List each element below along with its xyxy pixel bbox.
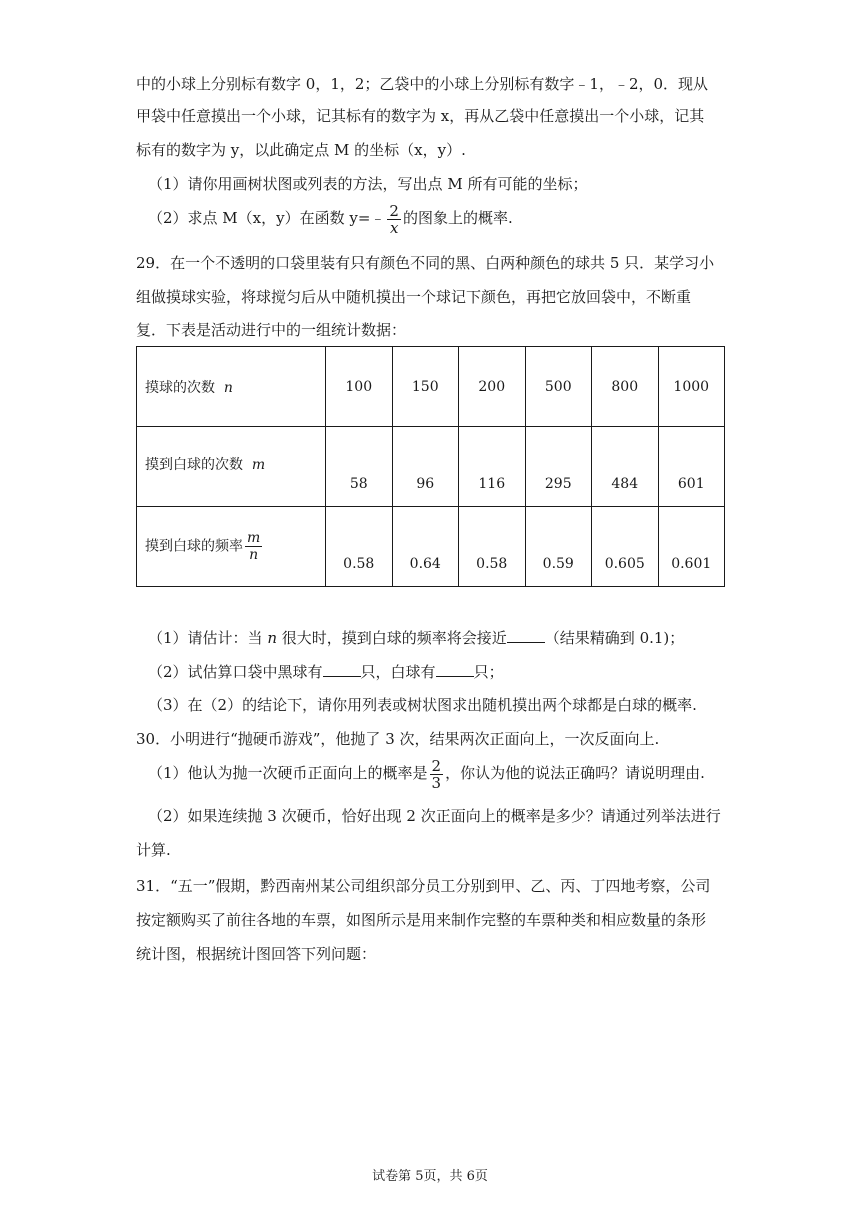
q28-part2-text-a: （2）求点 M（x，y）在函数 y=﹣ bbox=[148, 209, 386, 227]
row-label-trials-var: n bbox=[223, 379, 233, 396]
table-cell: 1000 bbox=[658, 347, 725, 427]
table-cell: 100 bbox=[326, 347, 393, 427]
table-cell: 116 bbox=[459, 427, 526, 507]
answer-blank[interactable] bbox=[436, 662, 474, 677]
table-cell: 0.64 bbox=[392, 507, 459, 587]
q29-line1: 29．在一个不透明的口袋里装有只有颜色不同的黑、白两种颜色的球共 5 只．某学习小 bbox=[136, 254, 715, 272]
q30-line1: 30．小明进行“抛硬币游戏”，他抛了 3 次，结果两次正面向上，一次反面向上. bbox=[136, 730, 660, 748]
stats-table bbox=[136, 346, 725, 587]
table-cell: 800 bbox=[592, 347, 659, 427]
q29-line3: 复．下表是活动进行中的一组统计数据： bbox=[136, 321, 407, 339]
q28-fraction-numerator: 2 bbox=[389, 201, 399, 220]
frequency-fraction-numerator: m bbox=[247, 530, 261, 546]
q30-part1 bbox=[148, 755, 705, 791]
q29-part1-text-a: （1）请估计：当 bbox=[148, 629, 263, 647]
row-label-white-frequency bbox=[137, 507, 326, 587]
q28-part1: （1）请你用画树状图或列表的方法，写出点 M 所有可能的坐标； bbox=[148, 175, 588, 193]
table-cell: 500 bbox=[525, 347, 592, 427]
table-cell: 58 bbox=[326, 427, 393, 507]
row-label-white-count-var: m bbox=[251, 456, 266, 473]
q29-part2 bbox=[148, 662, 504, 682]
table-cell: 96 bbox=[392, 427, 459, 507]
q30-fraction-numerator: 2 bbox=[431, 756, 442, 775]
q28-line3: 标有的数字为 y，以此确定点 M 的坐标（x，y）. bbox=[136, 141, 466, 159]
page-footer: 试卷第 5页，共 6页 bbox=[372, 1169, 488, 1184]
table-cell: 0.605 bbox=[592, 507, 659, 587]
answer-blank[interactable] bbox=[323, 662, 361, 677]
frequency-fraction bbox=[245, 530, 262, 563]
q29-part1-var: n bbox=[267, 629, 277, 647]
row-label-trials bbox=[137, 347, 326, 427]
q29-line2: 组做摸球实验，将球搅匀后从中随机摸出一个球记下颜色，再把它放回袋中，不断重 bbox=[136, 288, 692, 306]
q28-line2: 甲袋中任意摸出一个小球，记其标有的数字为 x，再从乙袋中任意摸出一个小球，记其 bbox=[136, 107, 705, 125]
q28-line1: 中的小球上分别标有数字 0，1，2；乙袋中的小球上分别标有数字﹣1，﹣2，0．现从 bbox=[136, 75, 709, 93]
q31-line3: 统计图，根据统计图回答下列问题： bbox=[136, 945, 377, 963]
table-cell: 601 bbox=[658, 427, 725, 507]
row-label-trials-text: 摸球的次数 bbox=[145, 379, 215, 396]
row-label-white-count-text: 摸到白球的次数 bbox=[145, 456, 243, 473]
table-row-trials bbox=[137, 347, 725, 427]
q29-part2-text-b: 只，白球有 bbox=[360, 663, 436, 681]
q30-part1-text-a: （1）他认为抛一次硬币正面向上的概率是 bbox=[148, 764, 428, 782]
q29-part1-text-b: 很大时，摸到白球的频率将会接近 bbox=[281, 629, 507, 647]
q31-line1: 31．“五一”假期，黔西南州某公司组织部分员工分别到甲、乙、丙、丁四地考察，公司 bbox=[136, 877, 711, 895]
table-cell: 484 bbox=[592, 427, 659, 507]
row-label-white-frequency-text: 摸到白球的频率 bbox=[145, 538, 243, 555]
q29-part2-text-c: 只； bbox=[473, 663, 504, 681]
table-cell: 0.58 bbox=[326, 507, 393, 587]
answer-blank[interactable] bbox=[507, 628, 545, 643]
q30-part1-text-b: ，你认为他的说法正确吗？请说明理由. bbox=[445, 764, 705, 782]
q29-part1-text-c: （结果精确到 0.1)； bbox=[544, 629, 685, 647]
table-cell: 0.59 bbox=[525, 507, 592, 587]
frequency-fraction-denominator: n bbox=[249, 547, 259, 563]
table-row-white-frequency bbox=[137, 507, 725, 587]
q29-part1 bbox=[148, 628, 684, 648]
table-cell: 295 bbox=[525, 427, 592, 507]
q28-part2-text-b: 的图象上的概率. bbox=[402, 209, 513, 227]
q28-fraction-denominator: x bbox=[389, 218, 399, 237]
q29-part3: （3）在（2）的结论下，请你用列表或树状图求出随机摸出两个球都是白球的概率. bbox=[148, 696, 697, 714]
row-label-white-count bbox=[137, 427, 326, 507]
q30-part2-line1: （2）如果连续抛 3 次硬币，恰好出现 2 次正面向上的概率是多少？请通过列举法进行 bbox=[148, 807, 721, 825]
q31-line2: 按定额购买了前往各地的车票，如图所示是用来制作完整的车票种类和相应数量的条形 bbox=[136, 911, 707, 929]
q30-fraction bbox=[430, 758, 444, 791]
table-cell: 0.58 bbox=[459, 507, 526, 587]
table-cell: 200 bbox=[459, 347, 526, 427]
table-row-white-count bbox=[137, 427, 725, 507]
table-cell: 150 bbox=[392, 347, 459, 427]
q28-fraction bbox=[387, 203, 401, 236]
q29-part2-text-a: （2）试估算口袋中黑球有 bbox=[148, 663, 323, 681]
q28-part2 bbox=[148, 200, 513, 236]
q30-part2-line2: 计算. bbox=[136, 841, 171, 859]
table-cell: 0.601 bbox=[658, 507, 725, 587]
q30-fraction-denominator: 3 bbox=[431, 773, 442, 792]
